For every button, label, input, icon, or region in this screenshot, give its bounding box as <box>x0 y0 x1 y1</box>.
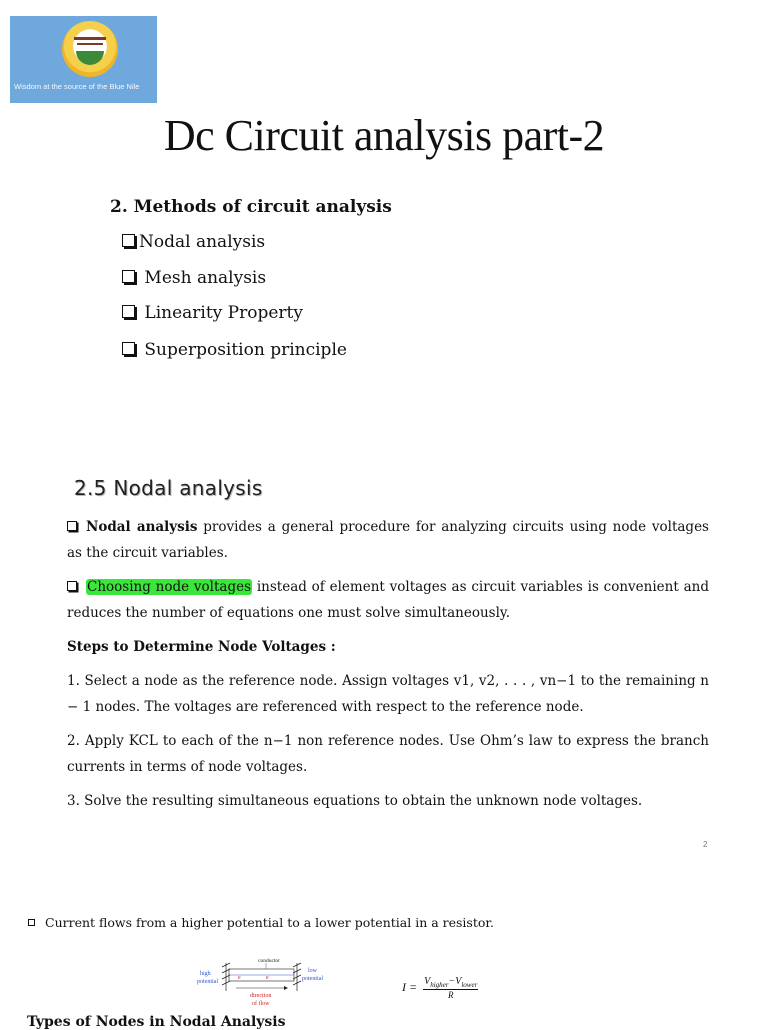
method-label: Nodal analysis <box>139 232 266 252</box>
bullet-icon <box>67 581 77 591</box>
ohms-law-formula <box>402 976 478 1000</box>
formula-numerator <box>423 976 478 990</box>
method-label: Superposition principle <box>144 340 347 360</box>
method-item-superposition <box>122 340 347 360</box>
checkbox-bullet-icon <box>122 234 135 247</box>
page-number: 2 <box>703 840 708 849</box>
bullet-text: provides a general procedure for analyzing circuits using node voltages as the circuit variables. <box>67 519 709 561</box>
bullet-text: Current flows from a higher potential to a lower potential in a resistor. <box>45 915 494 930</box>
bullet-icon <box>67 521 77 531</box>
high-label: high <box>200 971 211 977</box>
step-1: 1. Select a node as the reference node. Assign voltages v1, v2, . . . , vn−1 to the remaining n − 1 nodes. The voltages are referenced with respect to the reference node. <box>67 673 709 715</box>
types-of-nodes-heading: Types of Nodes in Nodal Analysis <box>27 1014 286 1030</box>
method-label: Mesh analysis <box>144 268 267 288</box>
flow-arrow-icon <box>284 986 288 990</box>
current-flow-bullet <box>28 915 494 930</box>
of-flow-label: of flow <box>252 1001 270 1007</box>
method-item-linearity <box>122 303 303 323</box>
direction-label: direction <box>250 993 272 999</box>
formula-sub-lower: lower <box>461 981 478 989</box>
highlighted-term: Choosing node voltages <box>87 579 252 595</box>
bullet-text: instead of element voltages as circuit variables is convenient and reduces the number of equations one must solve simultaneously. <box>67 579 709 621</box>
potential-right-label: potential <box>302 976 323 982</box>
formula-v-higher: V <box>424 976 431 987</box>
checkbox-bullet-icon <box>122 342 135 355</box>
checkbox-bullet-icon <box>122 270 135 283</box>
university-logo <box>10 16 157 103</box>
bold-term: Nodal analysis <box>86 519 198 535</box>
node-voltages-bullet <box>67 574 709 626</box>
step-3: 3. Solve the resulting simultaneous equations to obtain the unknown node voltages. <box>67 793 643 809</box>
bullet-icon <box>28 919 35 926</box>
method-item-mesh <box>122 268 266 288</box>
seal-emblem <box>62 21 118 77</box>
formula-minus: − <box>448 976 456 987</box>
nodal-definition-bullet <box>67 514 709 566</box>
formula-v-lower: V <box>455 976 462 987</box>
steps-heading: Steps to Determine Node Voltages : <box>67 639 336 655</box>
formula-denominator: R <box>447 990 454 1000</box>
section-title: 2.5 Nodal analysis <box>74 476 263 500</box>
potential-left-label: potential <box>197 979 218 985</box>
formula-fraction <box>423 976 478 1000</box>
resistor-flow-diagram <box>196 955 331 1010</box>
page-title: Dc Circuit analysis part-2 <box>163 111 605 160</box>
step-2: 2. Apply KCL to each of the n−1 non reference nodes. Use Ohm’s law to express the branch currents in terms of node voltages. <box>67 733 709 775</box>
formula-lhs: I = <box>402 979 418 994</box>
electron-label: e <box>266 975 269 981</box>
methods-heading: 2. Methods of circuit analysis <box>110 197 392 217</box>
low-label: low <box>308 968 317 974</box>
method-item-nodal <box>122 232 265 252</box>
formula-sub-higher: higher <box>430 981 449 989</box>
logo-caption: Wisdom at the source of the Blue Nile <box>14 82 140 91</box>
electron-label: e <box>238 975 241 981</box>
method-label: Linearity Property <box>144 303 303 323</box>
checkbox-bullet-icon <box>122 305 135 318</box>
conductor-label: conductor <box>258 958 280 964</box>
